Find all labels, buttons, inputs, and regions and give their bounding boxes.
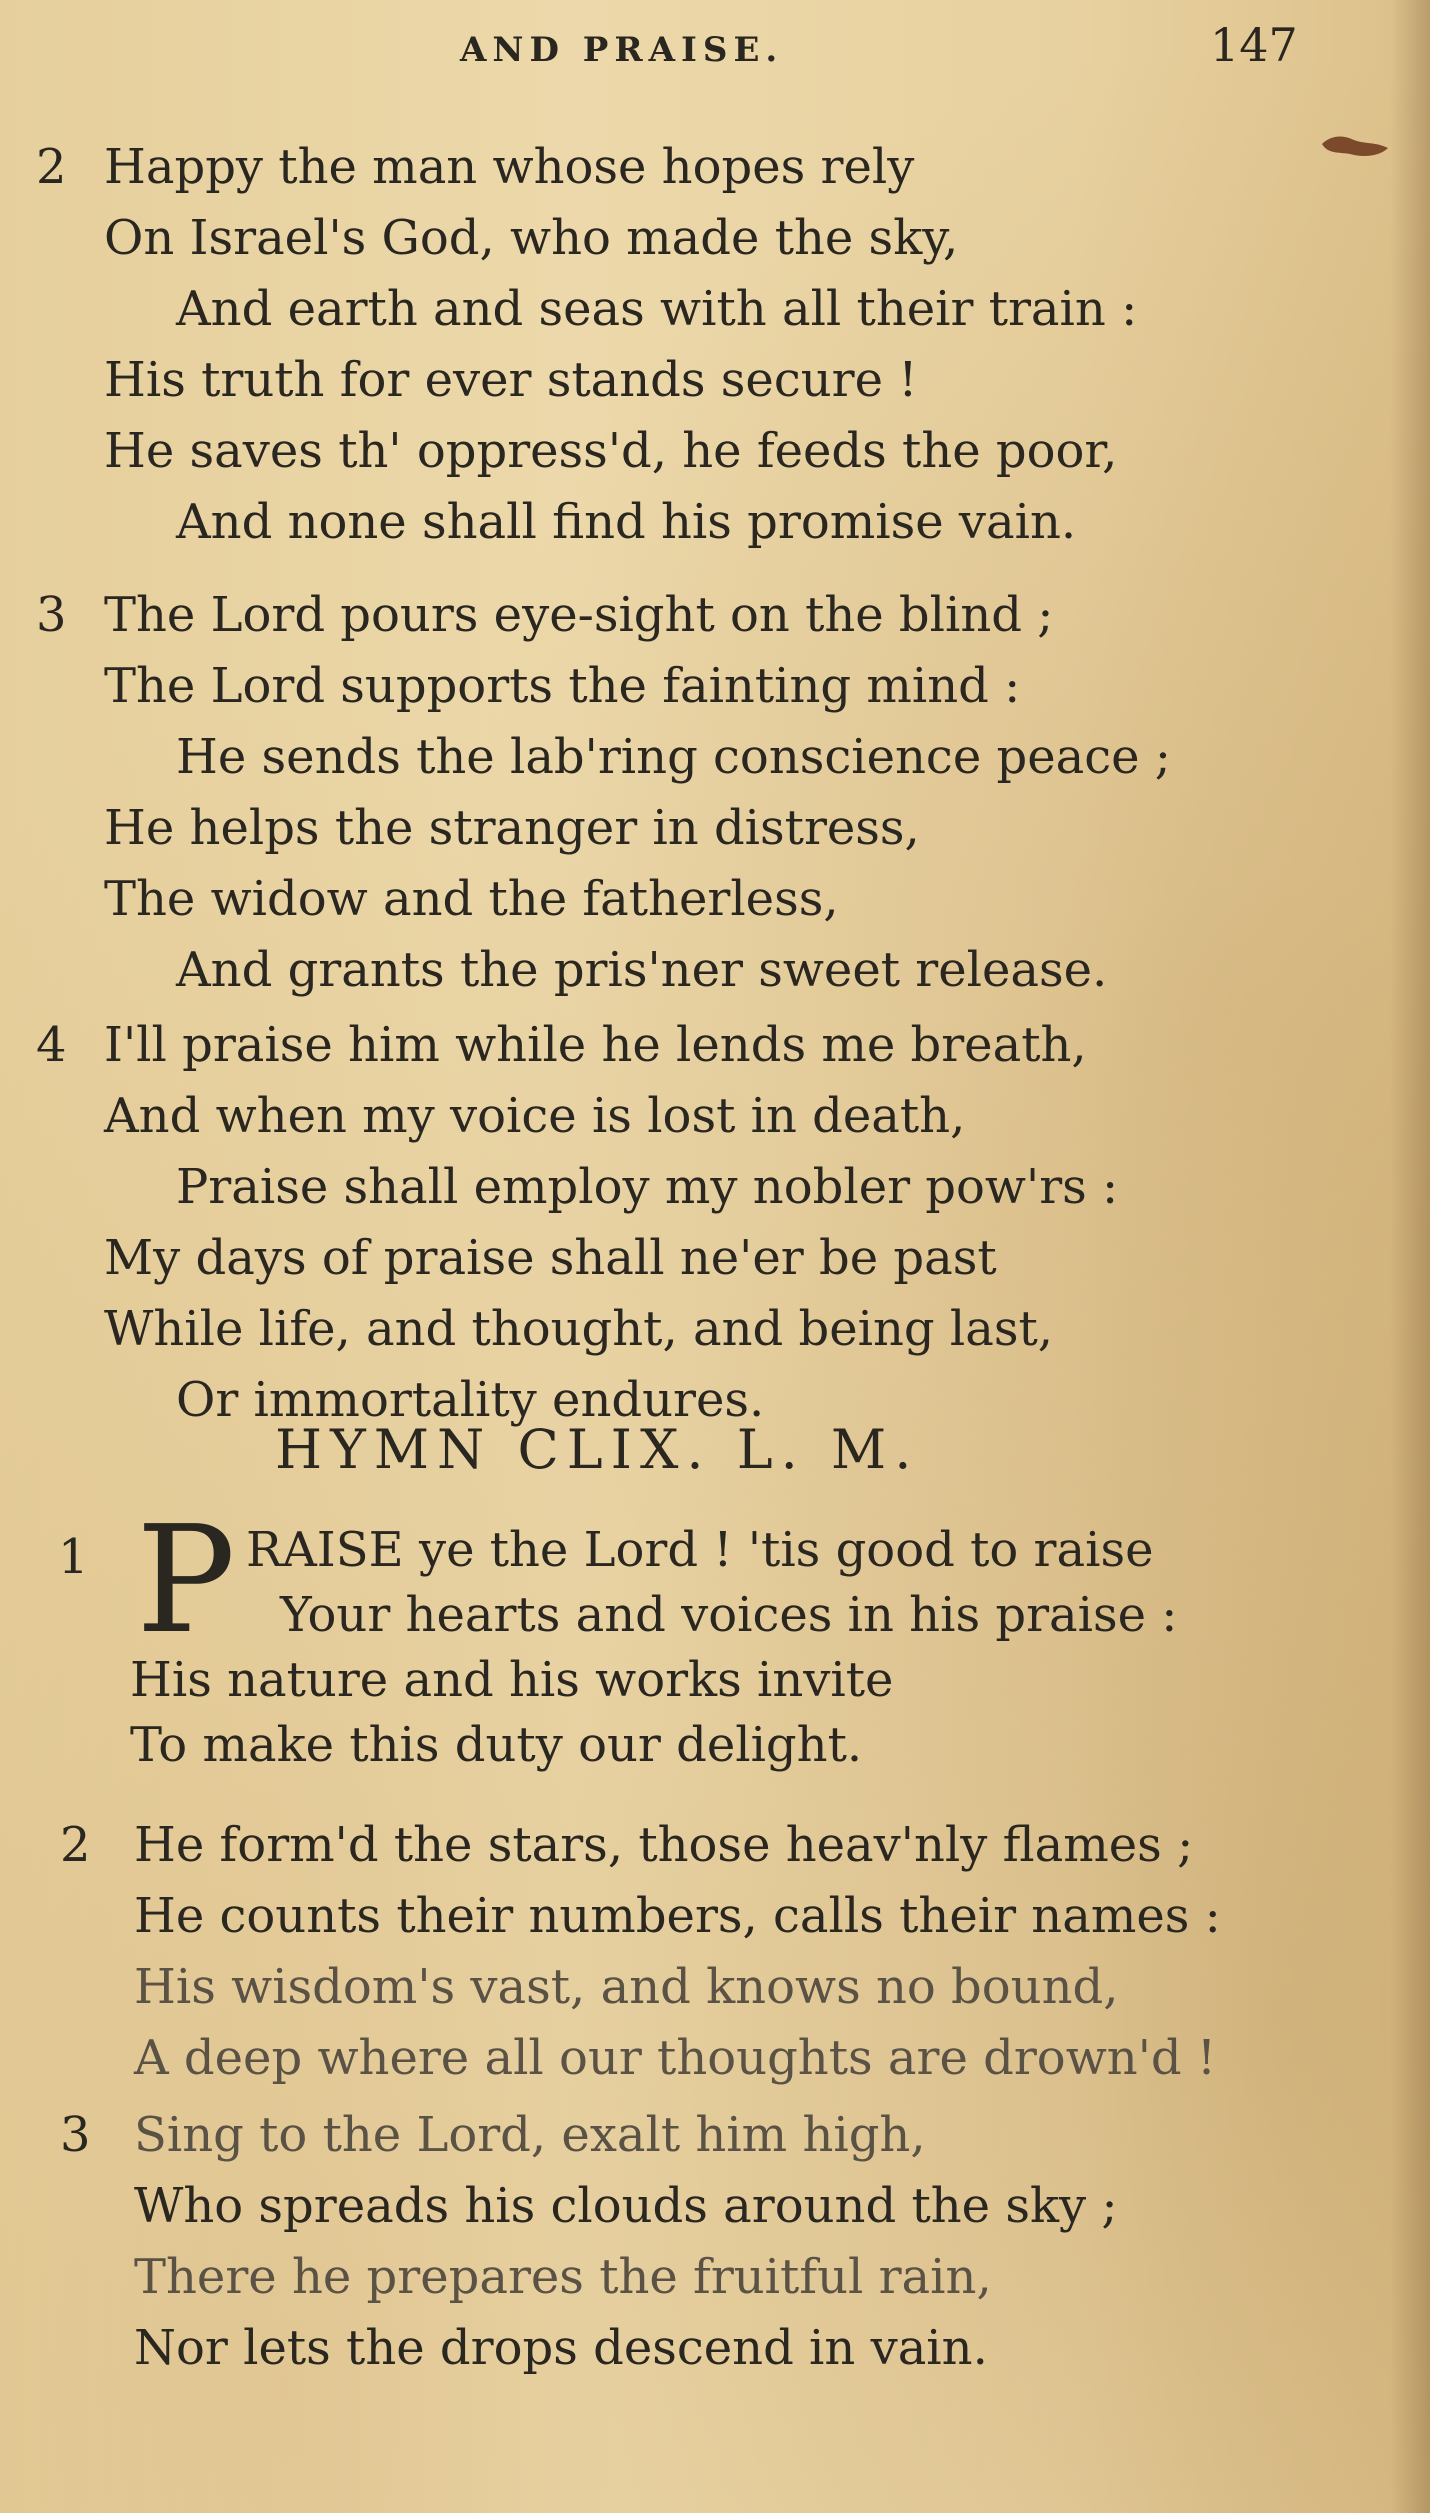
verse-text: His truth for ever stands secure !	[104, 352, 918, 408]
verse-text: I'll praise him while he lends me breath,	[104, 1017, 1087, 1073]
verse-text: He form'd the stars, those heav'nly flames ;	[134, 1817, 1194, 1873]
hymn-title: HYMN CLIX. L. M.	[275, 1418, 920, 1481]
verse-line	[0, 651, 1430, 722]
stanza-2-top	[0, 132, 1430, 558]
verse-line	[0, 2313, 1430, 2384]
verse-line	[0, 1152, 1430, 1223]
verse-text: RAISE ye the Lord ! 'tis good to raise	[246, 1522, 1154, 1578]
verse-line	[0, 2023, 1430, 2094]
verse-text: While life, and thought, and being last,	[104, 1301, 1054, 1357]
verse-line	[0, 203, 1430, 274]
stanza-4-top	[0, 1010, 1430, 1436]
stanza-3-top	[0, 580, 1430, 1006]
verse-line	[0, 416, 1430, 487]
verse-text: He saves th' oppress'd, he feeds the poor,	[104, 423, 1118, 479]
stanza-number: 3	[36, 587, 67, 643]
verse-text: On Israel's God, who made the sky,	[104, 210, 959, 266]
verse-text: And none shall find his promise vain.	[176, 494, 1077, 550]
verse-line	[0, 935, 1430, 1006]
verse-text: Sing to the Lord, exalt him high,	[134, 2107, 926, 2163]
verse-text: To make this duty our delight.	[130, 1717, 863, 1773]
verse-line	[0, 2242, 1430, 2313]
verse-text: And earth and seas with all their train :	[176, 281, 1138, 337]
verse-line	[0, 722, 1430, 793]
drop-cap: P	[136, 1494, 236, 1666]
verse-text: Praise shall employ my nobler pow'rs :	[176, 1159, 1119, 1215]
verse-text: The Lord pours eye-sight on the blind ;	[104, 587, 1054, 643]
hymn-stanza-3	[0, 2100, 1430, 2384]
stanza-number: 4	[36, 1017, 67, 1073]
verse-text: Your hearts and voices in his praise :	[280, 1587, 1178, 1643]
verse-line	[0, 1081, 1430, 1152]
verse-line	[0, 1294, 1430, 1365]
verse-text: Happy the man whose hopes rely	[104, 139, 915, 195]
stanza-number: 3	[60, 2107, 91, 2163]
verse-line	[0, 274, 1430, 345]
verse-text: There he prepares the fruitful rain,	[134, 2249, 992, 2305]
verse-text: Who spreads his clouds around the sky ;	[134, 2178, 1118, 2234]
verse-text: He helps the stranger in distress,	[104, 800, 920, 856]
verse-text: And grants the pris'ner sweet release.	[176, 942, 1108, 998]
verse-line	[0, 132, 1430, 203]
page-header	[0, 18, 1430, 90]
verse-line	[0, 1881, 1430, 1952]
verse-text: He sends the lab'ring conscience peace ;	[176, 729, 1171, 785]
verse-line	[0, 487, 1430, 558]
verse-line	[0, 345, 1430, 416]
verse-text: My days of praise shall ne'er be past	[104, 1230, 997, 1286]
verse-text: The widow and the fatherless,	[104, 871, 839, 927]
verse-text: And when my voice is lost in death,	[104, 1088, 966, 1144]
verse-text: His wisdom's vast, and knows no bound,	[134, 1959, 1119, 2015]
verse-line	[0, 1952, 1430, 2023]
verse-line	[0, 793, 1430, 864]
stanza-number: 2	[36, 139, 67, 195]
verse-line	[0, 1810, 1430, 1881]
verse-text: The Lord supports the fainting mind :	[104, 658, 1021, 714]
verse-text: A deep where all our thoughts are drown'd !	[134, 2030, 1217, 2086]
verse-text: Or immortality endures.	[176, 1372, 765, 1428]
stanza-number: 1	[58, 1529, 89, 1585]
verse-text: Nor lets the drops descend in vain.	[134, 2320, 988, 2376]
verse-line	[0, 1010, 1430, 1081]
verse-line	[0, 1223, 1430, 1294]
hymn-stanza-2	[0, 1810, 1430, 2094]
verse-line	[0, 580, 1430, 651]
page-number: 147	[1210, 18, 1298, 72]
verse-line	[0, 2100, 1430, 2171]
stanza-number: 2	[60, 1817, 91, 1873]
verse-line	[0, 2171, 1430, 2242]
verse-text: He counts their numbers, calls their names :	[134, 1888, 1221, 1944]
running-head: AND PRAISE.	[460, 30, 784, 70]
verse-text: His nature and his works invite	[130, 1652, 894, 1708]
verse-line	[0, 864, 1430, 935]
